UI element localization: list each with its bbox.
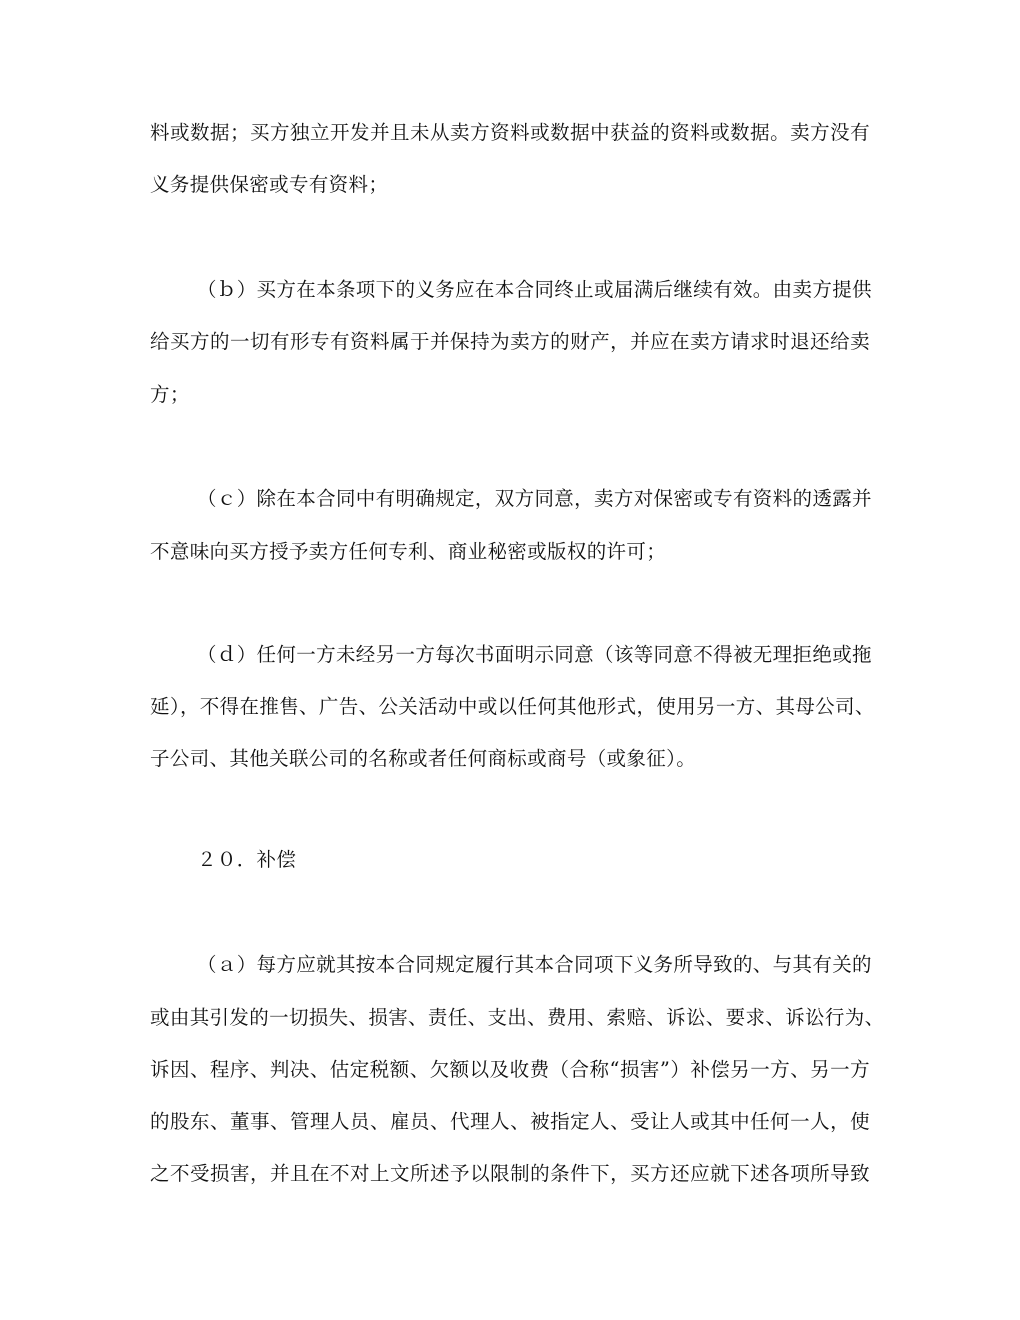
text-line: 料或数据；买方独立开发并且未从卖方资料或数据中获益的资料或数据。卖方没有 bbox=[150, 121, 870, 144]
paragraph-a-first-line: （ａ）每方应就其按本合同规定履行其本合同项下义务所导致的、与其有关的 bbox=[197, 953, 872, 976]
text-line: 给买方的一切有形专有资料属于并保持为卖方的财产，并应在卖方请求时退还给卖 bbox=[150, 330, 870, 353]
text-line: 延），不得在推售、广告、公关活动中或以任何其他形式，使用另一方、其母公司、 bbox=[150, 695, 875, 718]
text-line: 方； bbox=[150, 383, 190, 406]
text-line: 子公司、其他关联公司的名称或者任何商标或商号（或象征）。 bbox=[150, 747, 697, 770]
paragraph-b-first-line: （ｂ）买方在本条项下的义务应在本合同终止或届满后继续有效。由卖方提供 bbox=[197, 278, 872, 301]
text-line: 的股东、董事、管理人员、雇员、代理人、被指定人、受让人或其中任何一人，使 bbox=[150, 1110, 870, 1133]
text-line: 义务提供保密或专有资料； bbox=[150, 173, 389, 196]
text-line: 或由其引发的一切损失、损害、责任、支出、费用、索赔、诉讼、要求、诉讼行为、 bbox=[150, 1006, 885, 1029]
paragraph-c-first-line: （ｃ）除在本合同中有明确规定，双方同意，卖方对保密或专有资料的透露并 bbox=[197, 487, 872, 510]
paragraph-d-first-line: （ｄ）任何一方未经另一方每次书面明示同意（该等同意不得被无理拒绝或拖 bbox=[197, 643, 872, 666]
section-heading: ２０．补偿 bbox=[197, 848, 297, 871]
text-line: 不意味向买方授予卖方任何专利、商业秘密或版权的许可； bbox=[150, 540, 667, 563]
text-line: 诉因、程序、判决、估定税额、欠额以及收费（合称“损害”）补偿另一方、另一方 bbox=[150, 1058, 870, 1081]
text-line: 之不受损害，并且在不对上文所述予以限制的条件下，买方还应就下述各项所导致 bbox=[150, 1162, 870, 1185]
